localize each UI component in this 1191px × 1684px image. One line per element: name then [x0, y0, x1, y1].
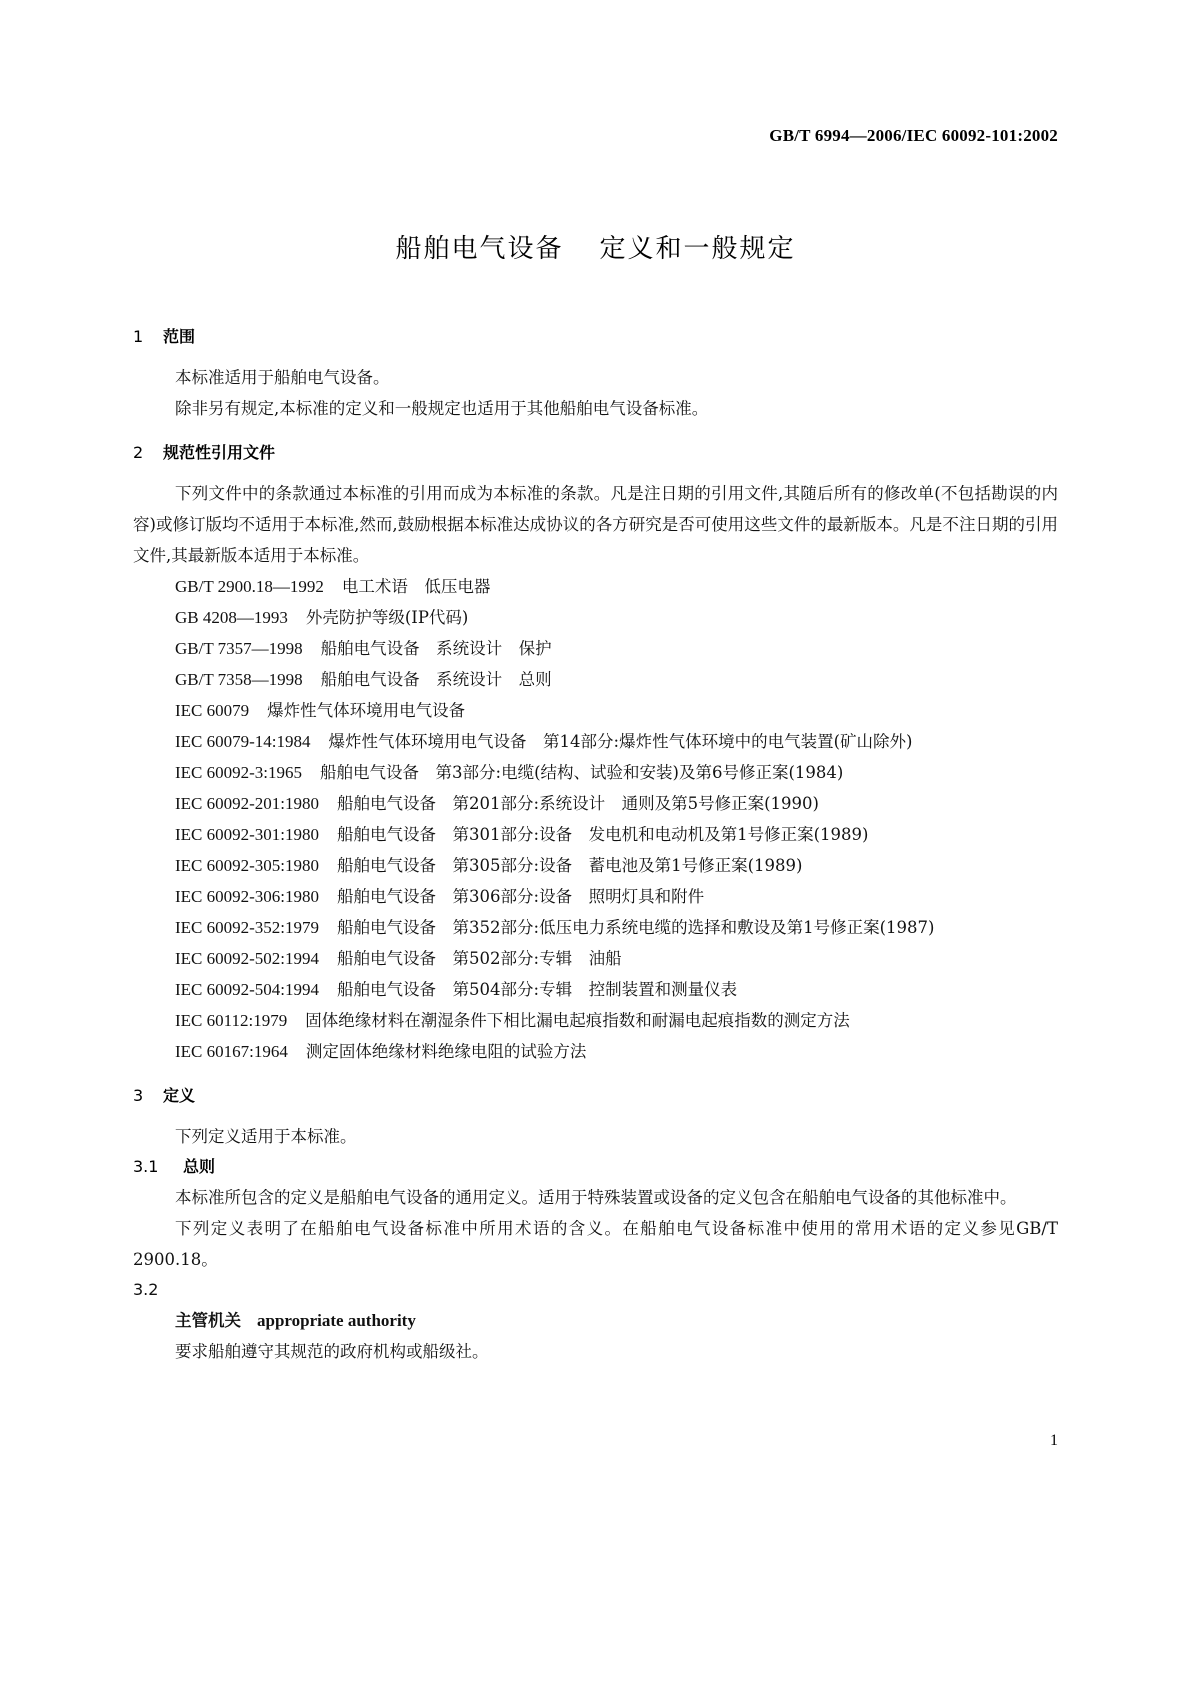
reference-item	[133, 695, 1058, 726]
reference-code: IEC 60092-504:1994	[175, 980, 320, 999]
section-number: 1	[133, 327, 144, 346]
subsection-number: 3.1	[133, 1157, 159, 1176]
reference-code: IEC 60112:1979	[175, 1011, 288, 1030]
reference-item	[133, 788, 1058, 819]
section-2-heading	[133, 438, 1058, 468]
reference-item	[133, 571, 1058, 602]
reference-title: 船舶电气设备 系统设计 保护	[320, 639, 552, 658]
section-title: 规范性引用文件	[163, 443, 276, 462]
reference-title: 船舶电气设备 第504部分:专辑 控制装置和测量仪表	[337, 980, 738, 999]
subsection-3-1-heading	[133, 1152, 1058, 1182]
reference-code: IEC 60092-306:1980	[175, 887, 320, 906]
reference-title: 船舶电气设备 第3部分:电缆(结构、试验和安装)及第6号修正案(1984)	[320, 763, 844, 782]
paragraph: 本标准适用于船舶电气设备。	[175, 368, 390, 387]
paragraph: 除非另有规定,本标准的定义和一般规定也适用于其他船舶电气设备标准。	[175, 399, 709, 418]
paragraph: 下列定义适用于本标准。	[175, 1127, 357, 1146]
document-body	[133, 322, 1058, 1367]
section-title: 范围	[163, 327, 196, 346]
reference-item	[133, 757, 1058, 788]
title-part-2: 定义和一般规定	[599, 234, 796, 264]
paragraph: 下列文件中的条款通过本标准的引用而成为本标准的条款。凡是注日期的引用文件,其随后所有的修改单(不包括勘误的内容)或修订版均不适用于本标准,然而,鼓励根据本标准达成协议的各方研究是否可使用这些文件的最新版本。凡是不注日期的引用文件,其最新版本适用于本标准。	[133, 484, 1058, 565]
reference-title: 固体绝缘材料在潮湿条件下相比漏电起痕指数和耐漏电起痕指数的测定方法	[305, 1011, 850, 1030]
page-number: 1	[1050, 1432, 1058, 1449]
reference-title: 船舶电气设备 第352部分:低压电力系统电缆的选择和敷设及第1号修正案(1987)	[337, 918, 935, 937]
reference-title: 爆炸性气体环境用电气设备	[267, 701, 466, 720]
section-1-heading	[133, 322, 1058, 352]
subsection-title: 总则	[183, 1157, 216, 1176]
reference-item	[133, 664, 1058, 695]
reference-item	[133, 633, 1058, 664]
reference-code: IEC 60092-352:1979	[175, 918, 320, 937]
reference-title: 船舶电气设备 第305部分:设备 蓄电池及第1号修正案(1989)	[337, 856, 803, 875]
reference-title: 电工术语 低压电器	[341, 577, 491, 596]
reference-code: GB 4208—1993	[175, 608, 288, 627]
paragraph: 本标准所包含的定义是船舶电气设备的通用定义。适用于特殊装置或设备的定义包含在船舶电气设备的其他标准中。	[175, 1188, 1017, 1207]
reference-code: IEC 60079	[175, 701, 250, 720]
reference-title: 爆炸性气体环境用电气设备 第14部分:爆炸性气体环境中的电气装置(矿山除外)	[328, 732, 913, 751]
title-part-1: 船舶电气设备	[395, 234, 564, 264]
reference-title: 船舶电气设备 第306部分:设备 照明灯具和附件	[337, 887, 705, 906]
reference-list	[133, 571, 1058, 1067]
reference-item	[133, 912, 1058, 943]
reference-code: IEC 60092-301:1980	[175, 825, 320, 844]
section-title: 定义	[163, 1086, 196, 1105]
document-title	[0, 228, 1191, 265]
reference-code: IEC 60092-201:1980	[175, 794, 320, 813]
reference-item	[133, 850, 1058, 881]
reference-item	[133, 1005, 1058, 1036]
reference-item	[133, 881, 1058, 912]
reference-title: 船舶电气设备 系统设计 总则	[320, 670, 552, 689]
reference-code: GB/T 7358—1998	[175, 670, 303, 689]
reference-code: GB/T 7357—1998	[175, 639, 303, 658]
term-english: appropriate authority	[257, 1311, 416, 1330]
reference-item	[133, 943, 1058, 974]
standard-code: GB/T 6994—2006/IEC 60092-101:2002	[769, 126, 1058, 145]
reference-title: 外壳防护等级(IP代码)	[305, 608, 469, 627]
reference-code: IEC 60167:1964	[175, 1042, 288, 1061]
section-number: 2	[133, 443, 144, 462]
reference-item	[133, 726, 1058, 757]
reference-code: IEC 60092-3:1965	[175, 763, 303, 782]
reference-code: GB/T 2900.18—1992	[175, 577, 324, 596]
section-3-heading	[133, 1081, 1058, 1111]
reference-item	[133, 1036, 1058, 1067]
term-chinese: 主管机关	[175, 1311, 241, 1330]
reference-title: 测定固体绝缘材料绝缘电阻的试验方法	[305, 1042, 587, 1061]
reference-code: IEC 60092-502:1994	[175, 949, 320, 968]
reference-item	[133, 974, 1058, 1005]
subsection-3-2-number: 3.2	[133, 1280, 159, 1299]
section-number: 3	[133, 1086, 144, 1105]
reference-title: 船舶电气设备 第502部分:专辑 油船	[337, 949, 622, 968]
paragraph: 下列定义表明了在船舶电气设备标准中所用术语的含义。在船舶电气设备标准中使用的常用术语的定义参见GB/T 2900.18。	[133, 1219, 1058, 1269]
term-definition: 要求船舶遵守其规范的政府机构或船级社。	[175, 1342, 489, 1361]
reference-title: 船舶电气设备 第201部分:系统设计 通则及第5号修正案(1990)	[337, 794, 819, 813]
reference-item	[133, 602, 1058, 633]
term-entry	[133, 1305, 1058, 1336]
reference-code: IEC 60079-14:1984	[175, 732, 311, 751]
reference-title: 船舶电气设备 第301部分:设备 发电机和电动机及第1号修正案(1989)	[337, 825, 869, 844]
reference-code: IEC 60092-305:1980	[175, 856, 320, 875]
reference-item	[133, 819, 1058, 850]
